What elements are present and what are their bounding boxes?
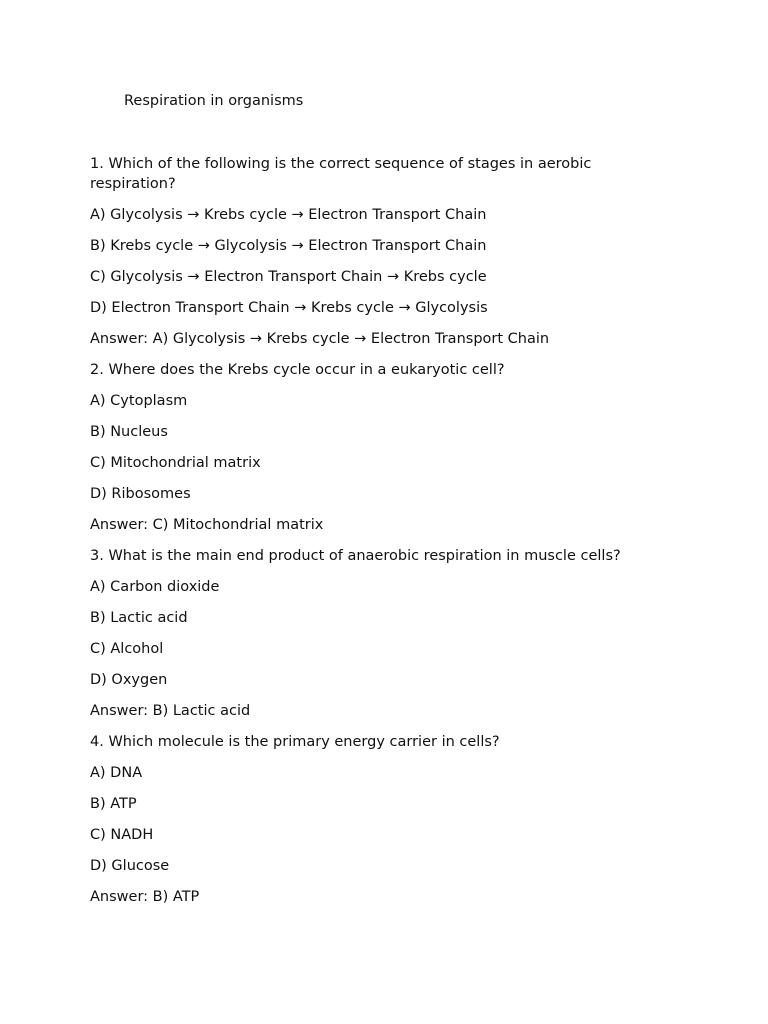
option-d: D) Glucose	[90, 858, 170, 874]
option-b: B) ATP	[90, 796, 137, 812]
option-a: A) Carbon dioxide	[90, 579, 220, 595]
question-text: 1. Which of the following is the correct sequence of stages in aerobic respiration?	[90, 156, 592, 192]
option-c: C) NADH	[90, 827, 154, 843]
option-d: D) Oxygen	[90, 672, 168, 688]
option-b: B) Nucleus	[90, 424, 168, 440]
question-block-4	[90, 732, 650, 907]
question-block-2	[90, 360, 650, 535]
option-b: B) Lactic acid	[90, 610, 188, 626]
option-c: C) Glycolysis → Electron Transport Chain → Krebs cycle	[90, 269, 487, 285]
option-a: A) Cytoplasm	[90, 393, 188, 409]
answer-line: Answer: A) Glycolysis → Krebs cycle → Electron Transport Chain	[90, 331, 550, 347]
answer-line: Answer: B) ATP	[90, 889, 200, 905]
option-b: B) Krebs cycle → Glycolysis → Electron Transport Chain	[90, 238, 487, 254]
option-d: D) Ribosomes	[90, 486, 191, 502]
option-c: C) Mitochondrial matrix	[90, 455, 261, 471]
option-a: A) Glycolysis → Krebs cycle → Electron Transport Chain	[90, 207, 487, 223]
question-text: 3. What is the main end product of anaerobic respiration in muscle cells?	[90, 548, 621, 564]
option-a: A) DNA	[90, 765, 143, 781]
option-c: C) Alcohol	[90, 641, 164, 657]
question-text: 4. Which molecule is the primary energy carrier in cells?	[90, 734, 500, 750]
answer-line: Answer: B) Lactic acid	[90, 703, 251, 719]
question-block-1	[90, 154, 650, 349]
question-list	[90, 154, 650, 918]
option-d: D) Electron Transport Chain → Krebs cycle → Glycolysis	[90, 300, 488, 316]
document-title: Respiration in organisms	[124, 93, 304, 109]
question-block-3	[90, 546, 650, 721]
answer-line: Answer: C) Mitochondrial matrix	[90, 517, 324, 533]
question-text: 2. Where does the Krebs cycle occur in a eukaryotic cell?	[90, 362, 505, 378]
